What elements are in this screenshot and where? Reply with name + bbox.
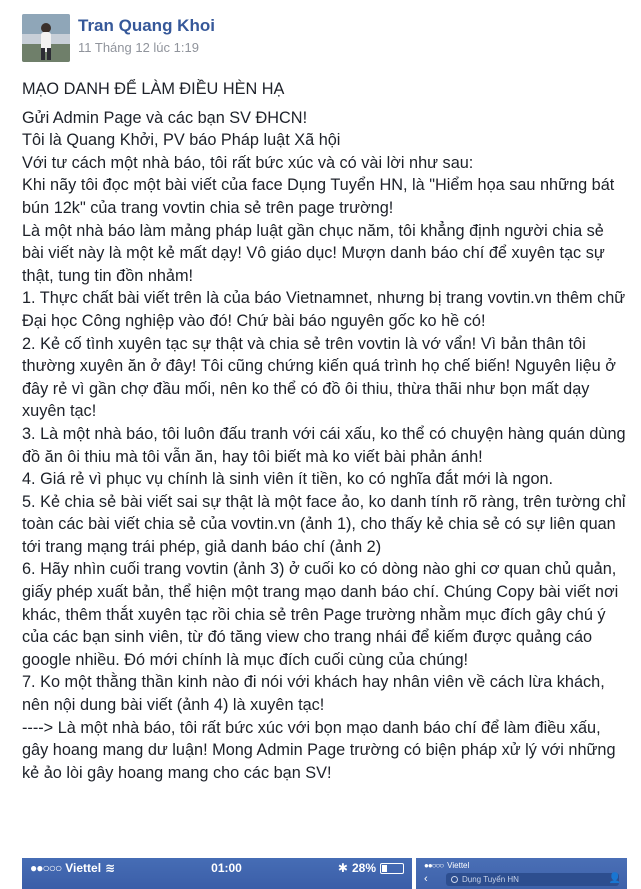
author-name[interactable]: Tran Quang Khoi (78, 16, 215, 35)
phone-status-bar (22, 858, 412, 878)
post-line: 6. Hãy nhìn cuối trang vovtin (ảnh 3) ở cuối ko có dòng nào ghi cơ quan chủ quản, giấy phép xuất bản, thể hiện một trang mạo danh báo chí. Chúng Copy bài viết nơi khác, thêm thắt xuyên tạc rồi chia sẻ trên Page trường nhằm mục đích gây chú ý của các bạn sinh viên, từ đó tăng view cho trang nhái để kiếm được quảng cáo google nhiều. Đó mới chính là mục đích cuối cùng của chúng! (22, 560, 619, 669)
search-text: Dụng Tuyển HN (462, 875, 519, 884)
post-line: Khi nãy tôi đọc một bài viết của face Dụng Tuyển HN, là "Hiểm họa sau những bát bún 12k" của trang vovtin chia sẻ trên page trường! (22, 176, 615, 217)
signal-dots-icon: ●●○○○ (30, 861, 62, 875)
carrier-label: Viettel (447, 860, 470, 870)
phone-status-bar (416, 858, 627, 872)
post-line: 1. Thực chất bài viết trên là của báo Vietnamnet, nhưng bị trang vovtin.vn thêm chữ Đại học Công nghiệp vào đó! Chứ bài báo nguyên gốc ko hề có! (22, 289, 626, 330)
back-arrow-icon: ‹ (424, 873, 428, 885)
post-header (22, 14, 215, 62)
post-title: MẠO DANH ĐỂ LÀM ĐIỀU HÈN HẠ (22, 80, 285, 98)
battery-label: 28% (351, 861, 376, 875)
attached-images (22, 858, 627, 889)
post-line: ----> Là một nhà báo, tôi rất bức xúc với bọn mạo danh báo chí để làm điều xấu, gây hoang mang dư luận! Mong Admin Page trường có biện pháp xử lý với những kẻ ảo lòi gây hoang mang cho các bạn SV! (22, 718, 616, 782)
clock-label: 01:00 (211, 861, 242, 875)
author-avatar[interactable] (22, 14, 70, 62)
post-line: Với tư cách một nhà báo, tôi rất bức xúc và có vài lời như sau: (22, 153, 474, 172)
friend-request-icon: 👤 (608, 873, 621, 884)
post-line: 5. Kẻ chia sẻ bài viết sai sự thật là một face ảo, ko danh tính rõ ràng, trên tường chỉ toàn các bài viết chia sẻ của vovtin.vn (ảnh 1), cho thấy kẻ chia sẻ có sự liên quan tới trang mạng trái phép, giả danh báo chí (ảnh 2) (22, 492, 626, 556)
search-icon (451, 876, 458, 883)
battery-icon (380, 863, 404, 874)
post-body (22, 78, 627, 784)
attached-image-1[interactable] (22, 858, 412, 889)
attached-image-2[interactable] (416, 858, 627, 889)
post-line: Tôi là Quang Khởi, PV báo Pháp luật Xã hội (22, 131, 341, 150)
post-line: 3. Là một nhà báo, tôi luôn đấu tranh với cái xấu, ko thể có chuyện hàng quán dùng đồ ăn ôi thiu mà tôi vẫn ăn, hay tôi biết mà ko viết bài phản ánh! (22, 424, 626, 466)
post-line: 4. Giá rẻ vì phục vụ chính là sinh viên ít tiền, ko có nghĩa đắt mới là ngon. (22, 470, 554, 489)
post-line: Là một nhà báo làm mảng pháp luật gần chục năm, tôi khẳng định người chia sẻ bài viết này là một kẻ mất dạy! Vô giáo dục! Mượn danh báo chí để xuyên tạc sự thật, tung tin đồn nhảm! (22, 221, 605, 285)
wifi-icon: ≋ (105, 861, 116, 875)
post-line: Gửi Admin Page và các bạn SV ĐHCN! (22, 108, 308, 127)
bluetooth-icon: ✱ (337, 861, 348, 875)
signal-dots-icon: ●●○○○ (424, 860, 444, 870)
post-line: 7. Ko một thằng thần kinh nào đi nói với khách hay nhân viên về cách lừa khách, nên nội dung bài viết (ảnh 4) là xuyên tạc! (22, 673, 605, 715)
post-meta (78, 14, 215, 62)
post-timestamp[interactable]: 11 Tháng 12 lúc 1:19 (78, 40, 199, 55)
search-bar (446, 873, 619, 886)
post-line: 2. Kẻ cố tình xuyên tạc sự thật và chia sẻ trên vovtin là vớ vẩn! Vì bản thân tôi thường xuyên ăn ở đây! Tôi cũng chứng kiến quá trình họ chế biến! Nguyên liệu ở đây rẻ vì gần chợ đầu mối, nên ko thể có đồ ôi thiu, thừa thãi như bọn mất dạy xuyên tạc! (22, 334, 616, 421)
carrier-label: Viettel (65, 861, 102, 875)
person-photo-icon (22, 14, 70, 62)
